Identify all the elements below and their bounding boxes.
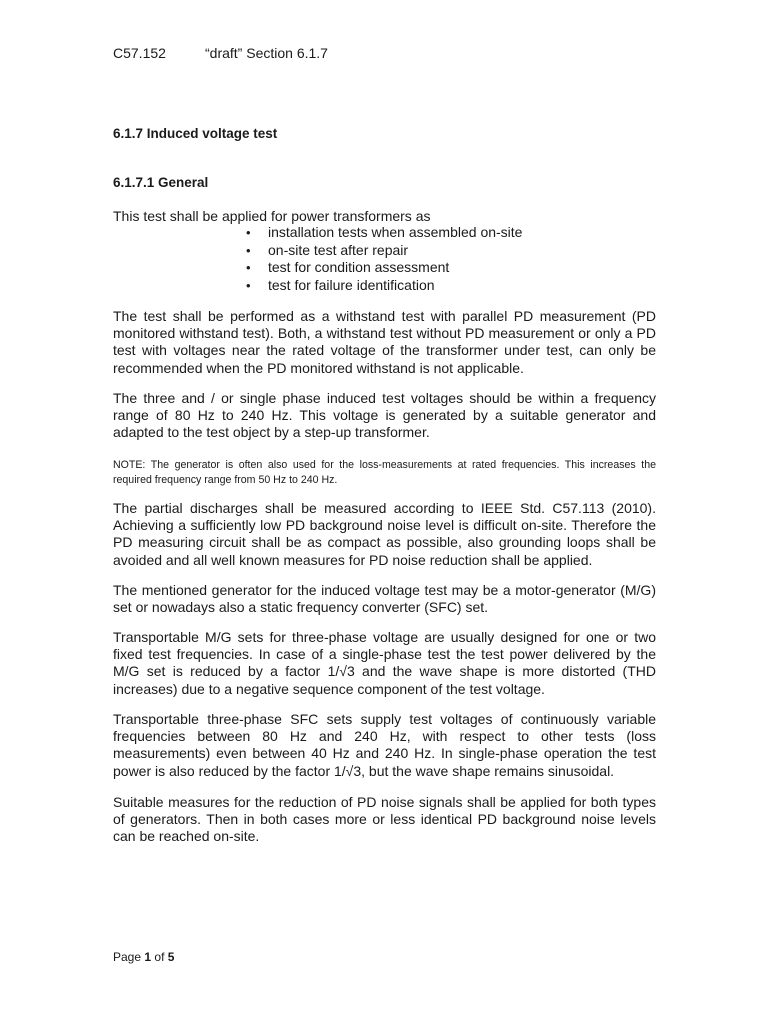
paragraph-sfc-sets: Transportable three-phase SFC sets supply test voltages of continuously variable frequencies between 80 Hz and 240 Hz, with respect to other tests (loss measurements) even between 40 Hz and 240 Hz. In single-phase operation the test power is also reduced by the factor 1/√3, but the wave shape remains sinusoidal.	[113, 711, 656, 779]
list-item	[113, 259, 522, 277]
list-item-text: on-site test after repair	[268, 241, 409, 258]
list-item	[113, 277, 522, 295]
page-label: Page	[113, 950, 142, 964]
paragraph-pd-measurement: The partial discharges shall be measured according to IEEE Std. C57.113 (2010). Achieving a sufficiently low PD background noise level is difficult on-site. Therefore the PD measuring circuit shall be as compact as possible, also grounding loops shall be avoided and all well known measures for PD noise reduction shall be applied.	[113, 500, 656, 568]
list-item-text: installation tests when assembled on-site	[268, 224, 523, 240]
paragraph-mg-sets: Transportable M/G sets for three-phase voltage are usually designed for one or two fixed test frequencies. In case of a single-phase test the test power delivered by the M/G set is reduced by a factor 1/√3 and the wave shape is more distorted (THD increases) due to a negative sequence component of the test voltage.	[113, 629, 656, 697]
current-page-number: 1	[144, 950, 152, 964]
bullet-icon: •	[246, 260, 251, 275]
paragraph-test-method: The test shall be performed as a withstand test with parallel PD measurement (PD monitored withstand test). Both, a withstand test without PD measurement or only a PD test with voltages near the rated voltage of the transformer under test, can only be recommended when the PD monitored withstand is not applicable.	[113, 308, 656, 376]
list-item	[113, 224, 522, 242]
application-list	[113, 224, 522, 294]
bullet-icon: •	[246, 225, 251, 240]
list-item-text: test for condition assessment	[268, 259, 450, 275]
bullet-icon: •	[246, 277, 251, 293]
paragraph-generator: The mentioned generator for the induced voltage test may be a motor-generator (M/G) set or nowadays also a static frequency converter (SFC) set.	[113, 582, 656, 616]
paragraph-frequency-range: The three and / or single phase induced test voltages should be within a frequency range of 80 Hz to 240 Hz. This voltage is generated by a suitable generator and adapted to the test object by a step-up transformer.	[113, 390, 656, 441]
subsection-heading: 6.1.7.1 General	[113, 175, 209, 190]
intro-text: This test shall be applied for power transformers as	[113, 208, 431, 224]
section-label: “draft” Section 6.1.7	[205, 45, 328, 61]
page-footer	[113, 950, 174, 964]
list-item-text: test for failure identification	[268, 276, 435, 293]
document-id: C57.152	[113, 45, 166, 61]
bullet-icon: •	[246, 242, 251, 258]
list-item	[113, 242, 522, 260]
of-label: of	[154, 950, 165, 964]
total-page-number: 5	[167, 950, 175, 964]
paragraph-noise-reduction: Suitable measures for the reduction of PD noise signals shall be applied for both types of generators. Then in both cases more or less identical PD background noise levels can be reached on-site.	[113, 794, 656, 845]
note-text: NOTE: The generator is often also used for the loss-measurements at rated frequencies. This increases the required frequency range from 50 Hz to 240 Hz.	[113, 459, 656, 486]
page-header	[113, 45, 328, 61]
section-heading: 6.1.7 Induced voltage test	[113, 126, 278, 141]
